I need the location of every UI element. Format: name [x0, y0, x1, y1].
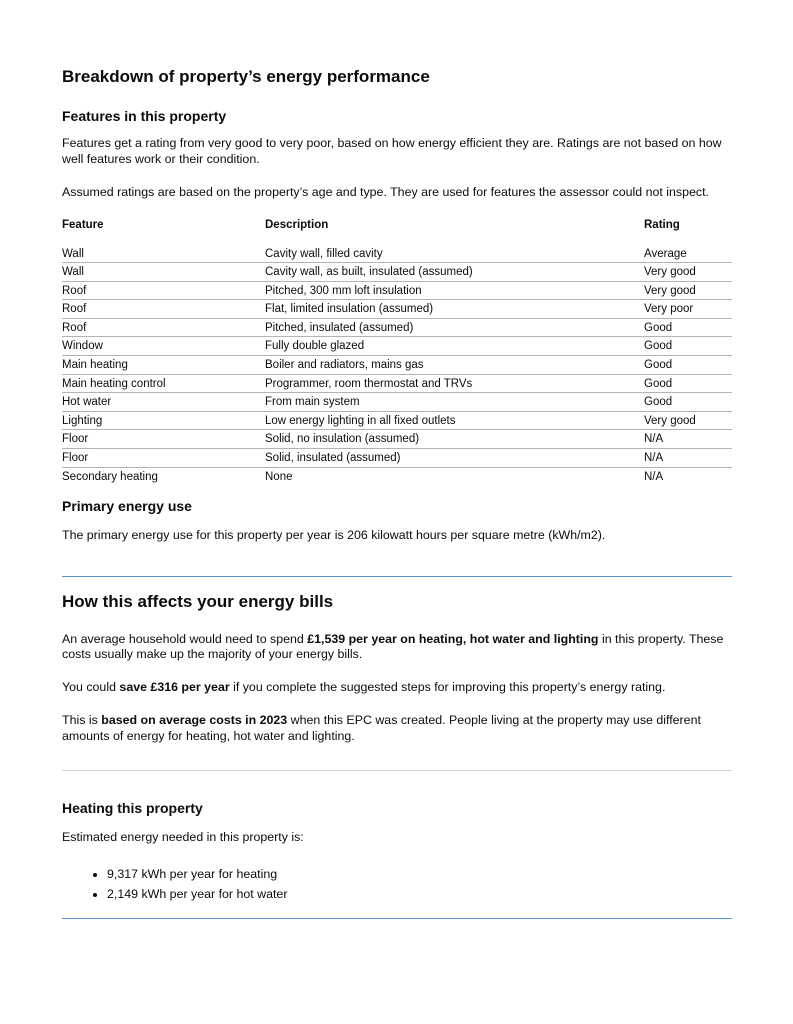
table-row	[62, 411, 732, 430]
table-cell-rating: N/A	[644, 470, 664, 483]
bills-p1-text-c: in this property. These costs usually make up the majority of your energy bills.	[62, 631, 724, 662]
table-cell-feature: Main heating control	[62, 374, 265, 393]
list-item: • 9,317 kWh per year for heating	[107, 864, 732, 884]
table-cell-rating: Good	[644, 393, 732, 412]
bills-paragraph-3	[62, 713, 732, 744]
table-cell-feature: Secondary heating	[62, 470, 158, 483]
table-cell-rating: Very poor	[644, 300, 732, 319]
table-row	[62, 374, 732, 393]
table-row	[62, 430, 732, 449]
bills-p3-text-a: This is	[62, 713, 102, 728]
features-paragraph-1: Features get a rating from very good to very poor, based on how energy efficient they are. Ratings are not based on how well features work or their condition.	[62, 136, 722, 166]
table-cell-description: Fully double glazed	[265, 337, 644, 356]
bills-p2-text-a: You could	[62, 679, 120, 694]
table-cell-rating: Very good	[644, 411, 732, 430]
subsection-divider	[62, 770, 732, 771]
table-cell-feature: Roof	[62, 281, 265, 300]
table-cell-rating: Good	[644, 356, 732, 375]
table-cell-rating: Good	[644, 374, 732, 393]
heating-heading: Heating this property	[62, 800, 203, 817]
bills-title: How this affects your energy bills	[62, 591, 334, 611]
table-cell-rating: N/A	[644, 449, 732, 468]
table-cell-feature: Wall	[62, 263, 265, 282]
table-header-rating: Rating	[644, 218, 680, 231]
table-row	[62, 300, 732, 319]
breakdown-title: Breakdown of property’s energy performance	[62, 67, 430, 86]
table-cell-feature: Roof	[62, 318, 265, 337]
table-cell-feature: Floor	[62, 430, 265, 449]
table-cell-description: From main system	[265, 393, 644, 412]
table-cell-description: Flat, limited insulation (assumed)	[265, 300, 644, 319]
table-cell-feature: Roof	[62, 300, 265, 319]
features-paragraph-2: Assumed ratings are based on the property’s age and type. They are used for features the assessor could not inspect.	[62, 185, 709, 199]
table-cell-feature: Wall	[62, 245, 265, 263]
table-row	[62, 263, 732, 282]
table-cell-rating: N/A	[644, 430, 732, 449]
table-cell-rating: Good	[644, 337, 732, 356]
table-cell-description: Cavity wall, filled cavity	[265, 245, 644, 263]
table-cell-feature: Window	[62, 337, 265, 356]
table-cell-description: Programmer, room thermostat and TRVs	[265, 374, 644, 393]
heating-intro: Estimated energy needed in this property is:	[62, 830, 304, 845]
bills-paragraph-2	[62, 680, 732, 696]
table-cell-feature: Floor	[62, 449, 265, 468]
table-cell-rating: Average	[644, 245, 732, 263]
table-row	[62, 318, 732, 337]
table-cell-rating: Very good	[644, 281, 732, 300]
table-cell-feature: Hot water	[62, 393, 265, 412]
table-row	[62, 449, 732, 468]
table-cell-description: Cavity wall, as built, insulated (assumed)	[265, 263, 644, 282]
features-table	[62, 219, 732, 486]
table-row	[62, 281, 732, 300]
table-cell-description: Solid, no insulation (assumed)	[265, 430, 644, 449]
bills-p3-text-c: when this EPC was created. People living at the property may use different amounts of energy for heating, hot water and lighting.	[62, 713, 701, 743]
bills-p1-text-a: An average household would need to spend	[62, 631, 308, 646]
primary-energy-heading: Primary energy use	[62, 498, 192, 515]
table-cell-description: None	[265, 470, 293, 483]
table-row	[62, 393, 732, 412]
table-cell-description: Pitched, insulated (assumed)	[265, 318, 644, 337]
section-divider	[62, 576, 732, 577]
bills-p2-emphasis: save £316 per year	[119, 679, 230, 694]
table-cell-feature: Main heating	[62, 356, 265, 375]
table-cell-feature: Lighting	[62, 411, 265, 430]
table-cell-description: Solid, insulated (assumed)	[265, 449, 644, 468]
primary-energy-text: The primary energy use for this property per year is 206 kilowatt hours per square metre (kWh/m2).	[62, 528, 606, 543]
document-content	[62, 66, 732, 919]
bills-p3-emphasis: based on average costs in 2023	[101, 713, 288, 728]
list-item: • 2,149 kWh per year for hot water	[107, 884, 732, 904]
table-row	[62, 245, 732, 263]
bills-paragraph-1	[62, 632, 732, 663]
table-cell-description: Low energy lighting in all fixed outlets	[265, 411, 644, 430]
section-divider	[62, 918, 732, 919]
table-cell-description: Boiler and radiators, mains gas	[265, 356, 644, 375]
table-header-description: Description	[265, 218, 329, 231]
bills-p1-emphasis: £1,539 per year on heating, hot water and lighting	[307, 631, 599, 646]
table-cell-description: Pitched, 300 mm loft insulation	[265, 281, 644, 300]
table-row	[62, 356, 732, 375]
table-row	[62, 337, 732, 356]
table-cell-rating: Good	[644, 318, 732, 337]
table-header-feature: Feature	[62, 218, 104, 231]
heating-list	[62, 864, 732, 904]
table-row	[62, 467, 732, 485]
features-heading: Features in this property	[62, 108, 227, 124]
table-header-row	[62, 219, 732, 245]
bills-p2-text-c: if you complete the suggested steps for improving this property’s energy rating.	[229, 679, 666, 694]
table-cell-rating: Very good	[644, 263, 732, 282]
